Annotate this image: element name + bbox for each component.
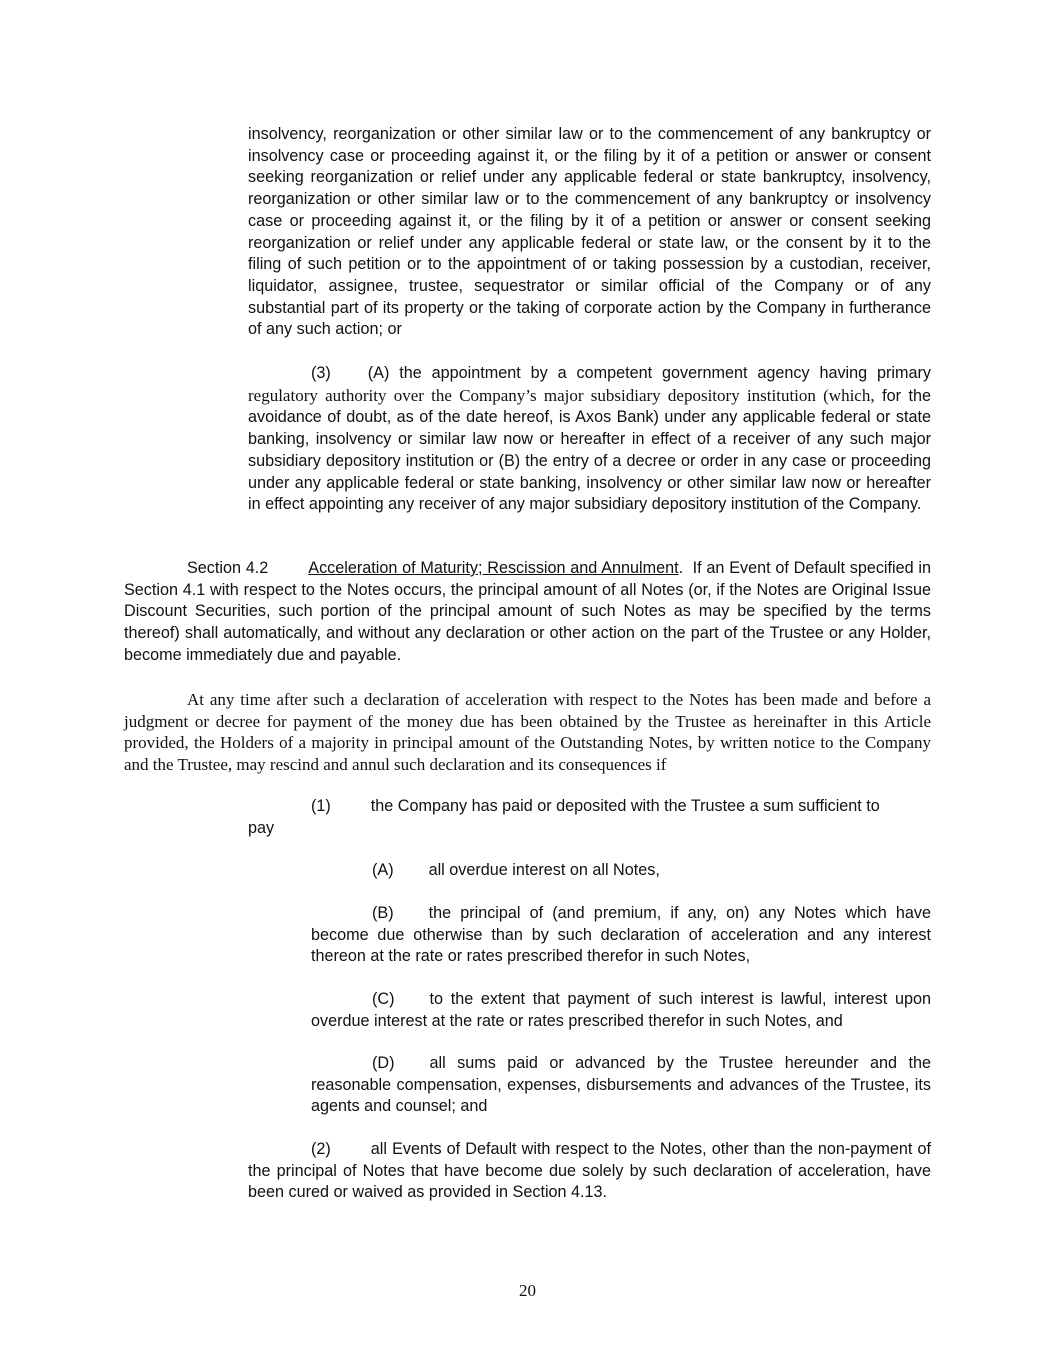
sub-item-d: (D) all sums paid or advanced by the Trustee hereunder and the reasonable compensation, expenses, disbursements and advances of the Trustee, its agents and counsel; and [311, 1054, 931, 1116]
condition-1-paragraph: (1) the Company has paid or deposited with the Trustee a sum sufficient to pay [248, 797, 880, 837]
rescission-paragraph: At any time after such a declaration of acceleration with respect to the Notes has been made and before a judgment or decree for payment of the money due has been obtained by the Trustee as hereinafter in this Article provided, the Holders of a majority in principal amount of the Outstanding Notes, by written notice to the Company and the Trustee, may rescind and annul such declaration and its consequences if [124, 690, 931, 775]
clause-3-sub-a: (A) [367, 364, 390, 382]
continuation-paragraph: insolvency, reorganization or other similar law or to the commencement of any bankruptcy or insolvency case or proceeding against it, or the filing by it of a petition or answer or consent seeking reorganization or relief under any applicable federal or state bankruptcy, insolvency, reorganization or other similar law or to the commencement of any bankruptcy or insolvency case or proceeding against it, or the filing by it of a petition or answer or consent seeking reorganization or relief under any applicable federal or state law, or the consent by it to the filing of such petition or to the appointment of or taking possession by a custodian, receiver, liquidator, assignee, trustee, sequestrator or similar official of the Company or of any substantial part of its property or the taking of corporate action by the Company in furtherance of any such action; or [248, 125, 931, 339]
condition-2-paragraph: (2) all Events of Default with respect to the Notes, other than the non-payment of the principal of Notes that have become due solely by such declaration of acceleration, have been cured or waived as provided in Section 4.13. [248, 1140, 931, 1202]
clause-3-number: (3) [311, 364, 331, 382]
sub-item-b: (B) the principal of (and premium, if any, on) any Notes which have become due otherwise than by such declaration of acceleration and any interest thereon at the rate or rates prescribed therefor in such Notes, [311, 904, 931, 966]
section-label: Section 4.2 [187, 559, 269, 577]
sub-item-label: (C) [372, 990, 395, 1008]
sub-item-a: (A) all overdue interest on all Notes, [372, 861, 660, 879]
section-4-2-paragraph: Section 4.2 Acceleration of Maturity; Rescission and Annulment. If an Event of Default specified in Section 4.1 with respect to the Notes occurs, the principal amount of all Notes (or, if the Notes are Original Issue Discount Securities, such portion of the principal amount of such Notes as may be specified by the terms thereof) shall automatically, and without any declaration or other action on the part of the Trustee or any Holder, become immediately due and payable. [124, 559, 931, 664]
sub-item-c: (C) to the extent that payment of such interest is lawful, interest upon overdue interest at the rate or rates prescribed therefor in such Notes, and [311, 990, 931, 1030]
condition-1-number: (1) [311, 797, 331, 815]
sub-item-label: (D) [372, 1054, 395, 1072]
condition-2-number: (2) [311, 1140, 331, 1158]
sub-item-label: (B) [372, 904, 394, 922]
clause-3-paragraph: (3) (A) the appointment by a competent government agency having primary regulatory authority over the Company’s major subsidiary depository institution (which, for the avoidance of doubt, as of the date hereof, is Axos Bank) under any applicable federal or state banking, insolvency or similar law now or hereafter in effect of a receiver of any such major subsidiary depository institution or (B) the entry of a decree or order in any case or proceeding under any applicable federal or state banking, insolvency or other similar law now or hereafter in effect appointing any receiver of any major subsidiary depository institution of the Company. [248, 364, 931, 514]
sub-item-label: (A) [372, 861, 394, 879]
section-title: Acceleration of Maturity; Rescission and Annulment [308, 559, 679, 577]
page-number: 20 [519, 1281, 536, 1300]
